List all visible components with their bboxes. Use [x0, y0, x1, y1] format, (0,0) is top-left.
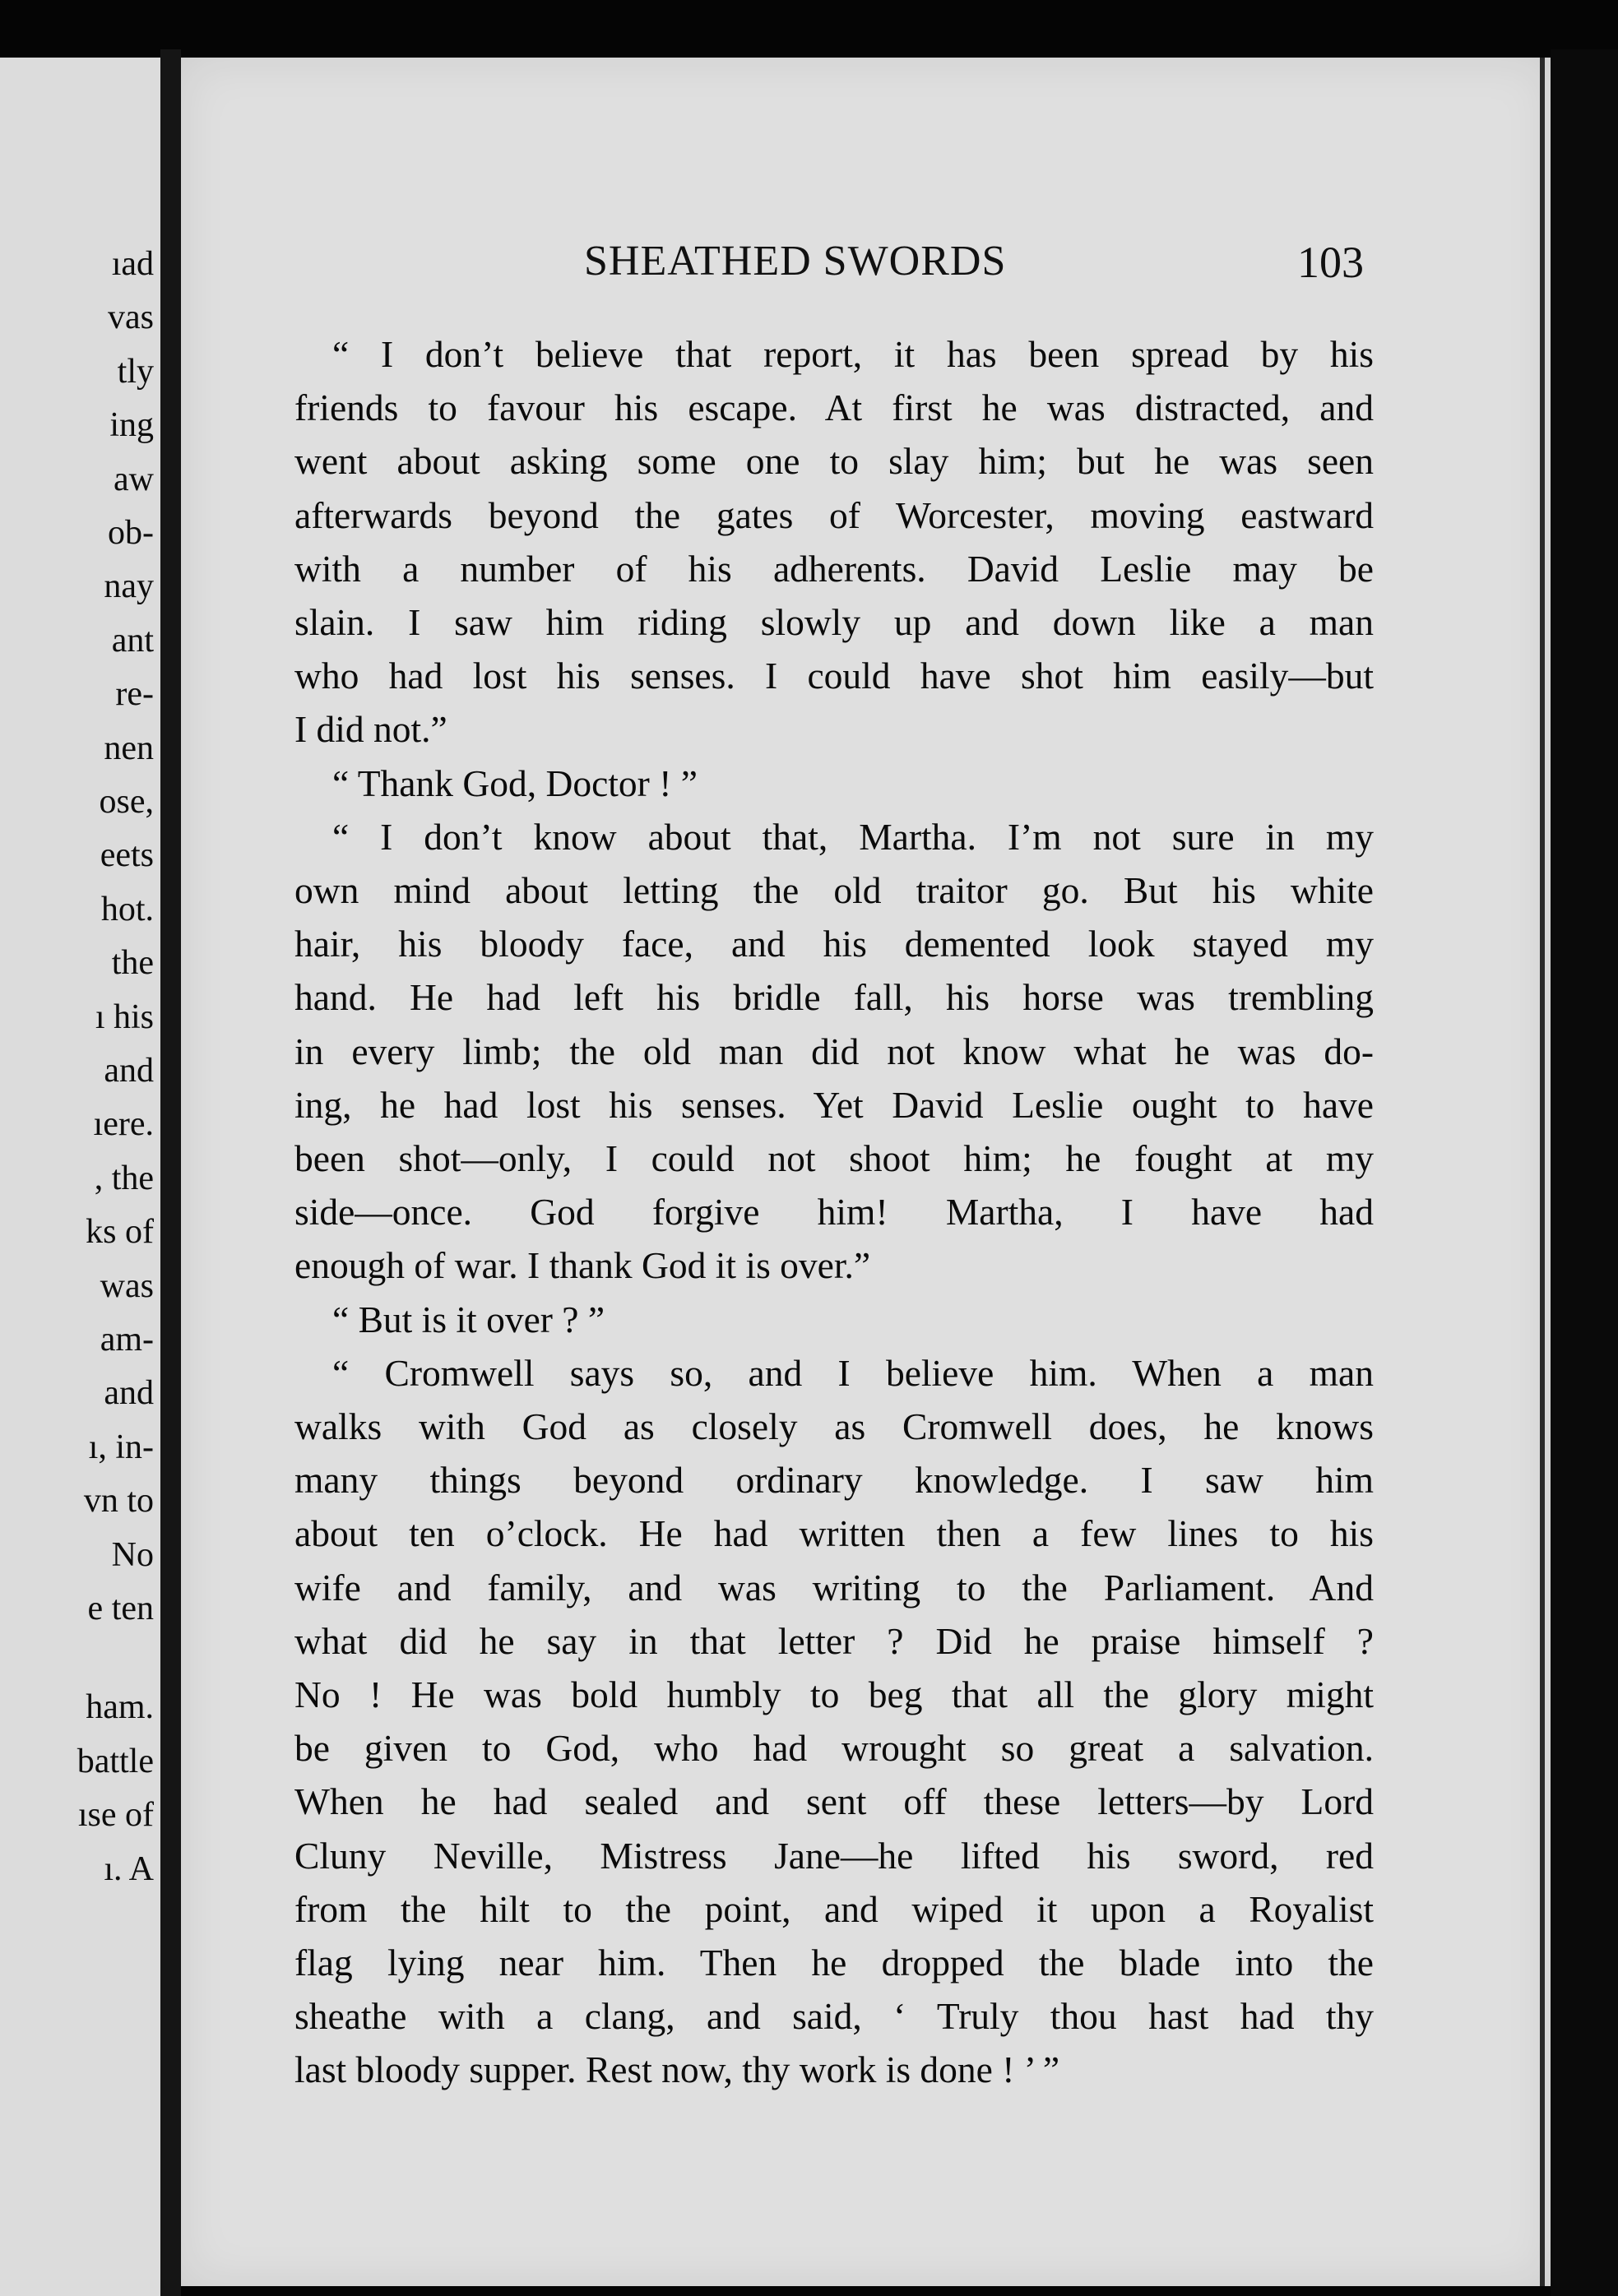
left-facing-page [0, 58, 160, 2296]
text-line: hand. He had left his bridle fall, his horse was trembling [294, 976, 1374, 1019]
left-page-line-fragment: re- [115, 675, 154, 714]
page-number: 103 [1297, 238, 1364, 287]
text-line: When he had sealed and sent off these letters—by Lord [294, 1780, 1374, 1823]
text-line: “ Cromwell says so, and I believe him. When a man [332, 1351, 1374, 1394]
left-page-line-fragment: nen [104, 729, 154, 767]
text-line: “ I don’t believe that report, it has been spread by his [332, 333, 1374, 375]
left-page-line-fragment: ant [111, 621, 154, 660]
text-line: “ Thank God, Doctor ! ” [332, 761, 698, 804]
text-line: ing, he had lost his senses. Yet David Leslie ought to have [294, 1083, 1374, 1126]
text-line: be given to God, who had wrought so great a salvation. [294, 1727, 1374, 1770]
text-line: side—once. God forgive him! Martha, I have had [294, 1191, 1374, 1234]
left-page-line-fragment: eets [100, 836, 154, 875]
left-page-line-fragment: ob- [108, 514, 154, 552]
left-page-line-fragment: nay [104, 567, 154, 606]
left-page-line-fragment: ks of [86, 1213, 154, 1252]
text-line: slain. I saw him riding slowly up and down like a man [294, 601, 1374, 643]
page-edge [1540, 58, 1545, 2286]
text-line: wife and family, and was writing to the Parliament. And [294, 1566, 1374, 1609]
left-page-line-fragment: am- [100, 1321, 154, 1359]
left-page-line-fragment: and [104, 1052, 154, 1090]
text-line: last bloody supper. Rest now, thy work is done ! ’ ” [294, 2048, 1060, 2091]
left-page-line-fragment: ing [109, 406, 154, 445]
text-line: “ I don’t know about that, Martha. I’m not sure in my [332, 815, 1374, 858]
text-line: Cluny Neville, Mistress Jane—he lifted his sword, red [294, 1834, 1374, 1877]
text-line: from the hilt to the point, and wiped it upon a Royalist [294, 1887, 1374, 1930]
text-line: walks with God as closely as Cromwell does, he knows [294, 1405, 1374, 1447]
text-line: been shot—only, I could not shoot him; he fought at my [294, 1137, 1374, 1179]
text-line: many things beyond ordinary knowledge. I saw him [294, 1459, 1374, 1502]
text-line: about ten o’clock. He had written then a few lines to his [294, 1512, 1374, 1555]
text-line: what did he say in that letter ? Did he praise himself ? [294, 1619, 1374, 1662]
text-line: hair, his bloody face, and his demented look stayed my [294, 923, 1374, 965]
left-page-line-fragment: , the [94, 1159, 154, 1197]
book-page [181, 58, 1551, 2286]
text-line: who had lost his senses. I could have shot him easily—but [294, 655, 1374, 697]
text-line: friends to favour his escape. At first he was distracted, and [294, 387, 1374, 429]
text-line: “ But is it over ? ” [332, 1298, 605, 1340]
text-line: afterwards beyond the gates of Worcester, moving eastward [294, 493, 1374, 536]
left-page-line-fragment: ı, in- [88, 1428, 154, 1466]
left-page-line-fragment: ı his [95, 998, 154, 1036]
text-line: No ! He was bold humbly to beg that all the glory might [294, 1673, 1374, 1715]
running-head-title: SHEATHED SWORDS [584, 238, 1007, 285]
text-line: I did not.” [294, 708, 447, 751]
text-line: sheathe with a clang, and said, ‘ Truly thou hast had thy [294, 1995, 1374, 2038]
text-line: enough of war. I thank God it is over.” [294, 1244, 871, 1287]
left-page-line-fragment: ham. [86, 1688, 154, 1727]
left-page-line-fragment: vn to [83, 1482, 154, 1521]
left-page-line-fragment: was [100, 1266, 154, 1305]
left-page-line-fragment: hot. [100, 890, 154, 928]
text-line: flag lying near him. Then he dropped the blade into the [294, 1942, 1374, 1984]
scan-border [1551, 49, 1618, 2296]
book-gutter [160, 49, 181, 2296]
text-line: in every limb; the old man did not know what he was do- [294, 1030, 1374, 1072]
text-line: own mind about letting the old traitor go. But his white [294, 869, 1374, 911]
left-page-line-fragment: ıse of [77, 1796, 154, 1835]
left-page-line-fragment: ıad [111, 245, 154, 283]
left-page-line-fragment: the [111, 944, 154, 983]
left-page-line-fragment: battle [76, 1742, 154, 1780]
left-page-line-fragment: tly [117, 352, 154, 391]
left-page-line-fragment: ıere. [93, 1105, 154, 1144]
text-line: with a number of his adherents. David Leslie may be [294, 547, 1374, 590]
left-page-line-fragment: ose, [99, 783, 154, 821]
left-page-line-fragment: No [111, 1535, 154, 1574]
left-page-line-fragment: ı. A [104, 1849, 154, 1888]
text-line: went about asking some one to slay him; but he was seen [294, 440, 1374, 483]
left-page-line-fragment: e ten [87, 1590, 154, 1627]
left-page-line-fragment: vas [108, 299, 154, 337]
left-page-line-fragment: and [104, 1374, 154, 1413]
left-page-line-fragment: aw [114, 460, 154, 498]
